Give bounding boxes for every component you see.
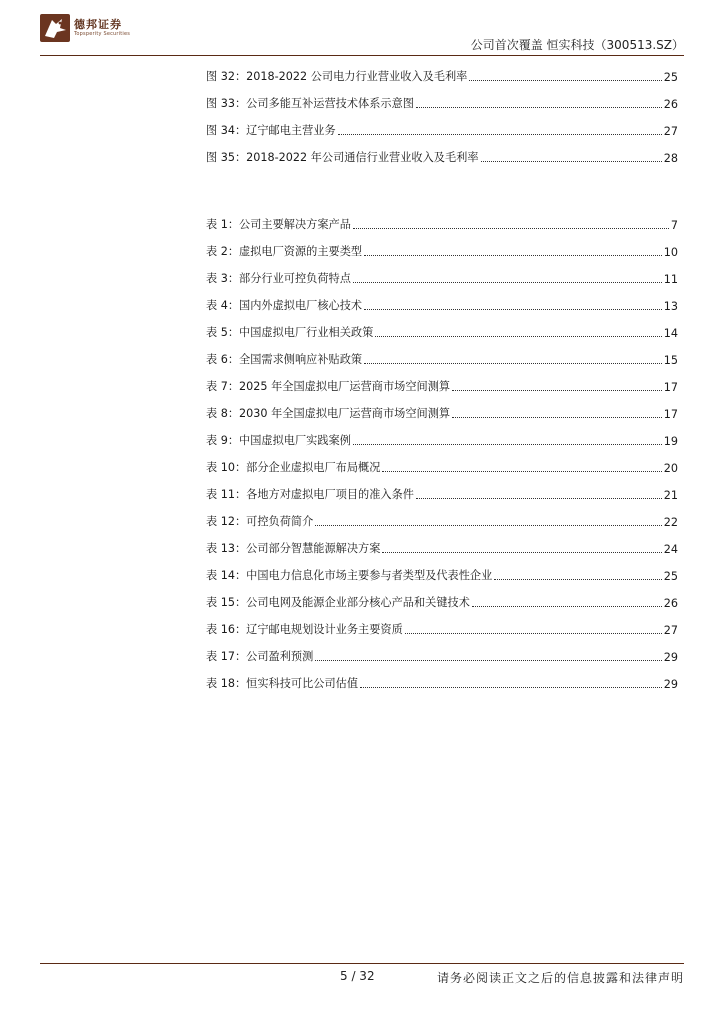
toc-entry-page: 28 bbox=[663, 152, 678, 165]
dot-leader bbox=[375, 336, 661, 337]
toc-entry-label: 表 9：中国虚拟电厂实践案例 bbox=[206, 434, 351, 447]
dot-leader bbox=[405, 633, 662, 634]
toc-entry-page: 21 bbox=[663, 489, 678, 502]
toc-entry-page: 29 bbox=[663, 678, 678, 691]
toc-entry[interactable] bbox=[206, 120, 678, 138]
toc-entry-page: 10 bbox=[663, 246, 678, 259]
toc-entry-label: 表 8：2030 年全国虚拟电厂运营商市场空间测算 bbox=[206, 407, 451, 420]
toc-entry-label: 表 10：部分企业虚拟电厂布局概况 bbox=[206, 461, 381, 474]
toc-entry[interactable] bbox=[206, 646, 678, 664]
toc-entry[interactable] bbox=[206, 673, 678, 691]
dot-leader bbox=[364, 309, 662, 310]
toc-entry-label: 表 1：公司主要解决方案产品 bbox=[206, 218, 351, 231]
toc-entry[interactable] bbox=[206, 93, 678, 111]
dot-leader bbox=[360, 687, 662, 688]
toc-entry[interactable] bbox=[206, 376, 678, 394]
dot-leader bbox=[416, 498, 662, 499]
toc-entry-page: 13 bbox=[663, 300, 678, 313]
page-header bbox=[0, 0, 724, 60]
dot-leader bbox=[353, 444, 662, 445]
toc-entry-page: 26 bbox=[663, 98, 678, 111]
toc-entry-label: 图 34：辽宁邮电主营业务 bbox=[206, 124, 336, 137]
toc-entry-page: 24 bbox=[663, 543, 678, 556]
dot-leader bbox=[416, 107, 662, 108]
toc-entry[interactable] bbox=[206, 511, 678, 529]
logo-english-name: Topsperity Securities bbox=[74, 31, 131, 37]
toc-entry-label: 表 16：辽宁邮电规划设计业务主要资质 bbox=[206, 623, 403, 636]
toc-entry-page: 17 bbox=[663, 381, 678, 394]
toc-entry[interactable] bbox=[206, 241, 678, 259]
dot-leader bbox=[382, 552, 661, 553]
toc-entry-page: 20 bbox=[663, 462, 678, 475]
toc-entry-page: 7 bbox=[670, 219, 678, 232]
disclaimer-note: 请务必阅读正文之后的信息披露和法律声明 bbox=[436, 971, 684, 985]
dot-leader bbox=[315, 525, 661, 526]
toc-entry-page: 15 bbox=[663, 354, 678, 367]
page-number: 5 / 32 bbox=[340, 969, 375, 983]
dot-leader bbox=[494, 579, 661, 580]
toc-entry-label: 图 35：2018-2022 年公司通信行业营业收入及毛利率 bbox=[206, 151, 479, 164]
toc-entry[interactable] bbox=[206, 457, 678, 475]
toc-entry-label: 表 13：公司部分智慧能源解决方案 bbox=[206, 542, 381, 555]
toc-entry[interactable] bbox=[206, 322, 678, 340]
dot-leader bbox=[452, 390, 662, 391]
toc-entry-label: 表 3：部分行业可控负荷特点 bbox=[206, 272, 351, 285]
dot-leader bbox=[452, 417, 662, 418]
toc-entry-page: 29 bbox=[663, 651, 678, 664]
logo-chinese-name: 德邦证券 bbox=[74, 18, 122, 31]
footer-divider bbox=[40, 963, 684, 964]
toc-entry[interactable] bbox=[206, 147, 678, 165]
toc-entry-page: 25 bbox=[663, 570, 678, 583]
toc-entry-page: 27 bbox=[663, 125, 678, 138]
toc-entry-label: 图 33：公司多能互补运营技术体系示意图 bbox=[206, 97, 414, 110]
toc-entry[interactable] bbox=[206, 403, 678, 421]
toc-entry-label: 表 2：虚拟电厂资源的主要类型 bbox=[206, 245, 363, 258]
dot-leader bbox=[338, 134, 662, 135]
toc-entry-page: 26 bbox=[663, 597, 678, 610]
toc-entry[interactable] bbox=[206, 349, 678, 367]
toc-entry-page: 17 bbox=[663, 408, 678, 421]
toc-entry-label: 表 4：国内外虚拟电厂核心技术 bbox=[206, 299, 363, 312]
dot-leader bbox=[353, 282, 662, 283]
toc-entry[interactable] bbox=[206, 214, 678, 232]
toc-entry-label: 表 12：可控负荷简介 bbox=[206, 515, 314, 528]
toc-entry[interactable] bbox=[206, 66, 678, 84]
toc-entry[interactable] bbox=[206, 619, 678, 637]
toc-entry-page: 25 bbox=[663, 71, 678, 84]
header-divider bbox=[40, 55, 684, 56]
dot-leader bbox=[353, 228, 669, 229]
toc-entry-label: 表 11：各地方对虚拟电厂项目的准入条件 bbox=[206, 488, 414, 501]
toc-entry-page: 14 bbox=[663, 327, 678, 340]
toc-entry[interactable] bbox=[206, 295, 678, 313]
toc-entry[interactable] bbox=[206, 268, 678, 286]
toc-entry-label: 表 7：2025 年全国虚拟电厂运营商市场空间测算 bbox=[206, 380, 451, 393]
dot-leader bbox=[469, 80, 661, 81]
toc-entry[interactable] bbox=[206, 538, 678, 556]
toc-entry-label: 表 5：中国虚拟电厂行业相关政策 bbox=[206, 326, 374, 339]
toc-entry-page: 11 bbox=[663, 273, 678, 286]
toc-entry[interactable] bbox=[206, 565, 678, 583]
toc-entry-label: 表 15：公司电网及能源企业部分核心产品和关键技术 bbox=[206, 596, 470, 609]
toc-entry[interactable] bbox=[206, 430, 678, 448]
toc-entry-label: 图 32：2018-2022 公司电力行业营业收入及毛利率 bbox=[206, 70, 468, 83]
dot-leader bbox=[364, 255, 662, 256]
toc-entry[interactable] bbox=[206, 592, 678, 610]
toc-entry[interactable] bbox=[206, 484, 678, 502]
company-logo bbox=[40, 14, 130, 42]
toc-entry-page: 19 bbox=[663, 435, 678, 448]
toc-entry-page: 22 bbox=[663, 516, 678, 529]
report-title: 公司首次覆盖 恒实科技（300513.SZ） bbox=[470, 38, 684, 52]
dot-leader bbox=[481, 161, 662, 162]
toc-entry-label: 表 6：全国需求侧响应补贴政策 bbox=[206, 353, 363, 366]
dot-leader bbox=[472, 606, 662, 607]
dot-leader bbox=[382, 471, 661, 472]
deppon-logo-icon bbox=[40, 14, 70, 42]
toc-entry-label: 表 14：中国电力信息化市场主要参与者类型及代表性企业 bbox=[206, 569, 493, 582]
dot-leader bbox=[364, 363, 662, 364]
toc-entry-label: 表 18：恒实科技可比公司估值 bbox=[206, 677, 359, 690]
toc-entry-page: 27 bbox=[663, 624, 678, 637]
dot-leader bbox=[315, 660, 661, 661]
toc-entry-label: 表 17：公司盈利预测 bbox=[206, 650, 314, 663]
